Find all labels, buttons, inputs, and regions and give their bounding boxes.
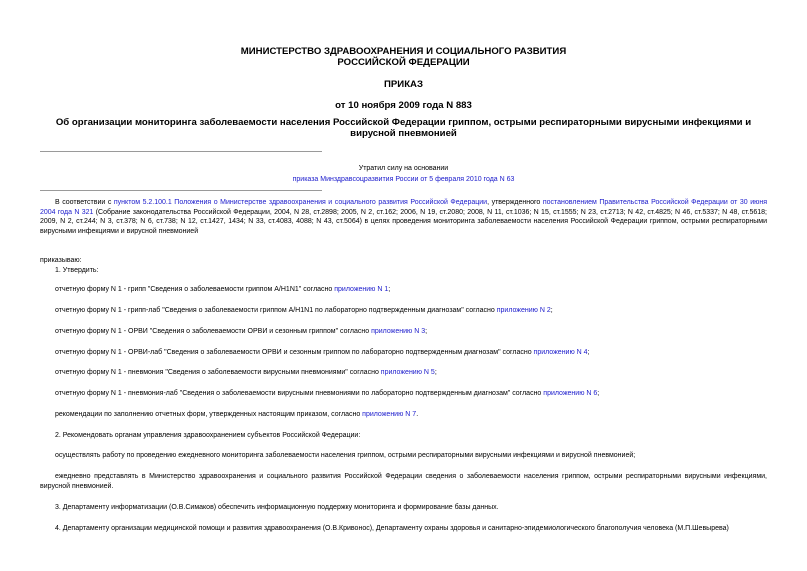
form-item-text: отчетную форму N 1 - ОРВИ-лаб "Сведения о заболеваемости ОРВИ и сезонным гриппом по лабораторно подтвержденным диагнозам" согласно xyxy=(55,349,534,356)
item-3: 3. Департаменту информатизации (О.В.Симаков) обеспечить информационную поддержку мониторинга и формирование базы данных. xyxy=(55,504,499,511)
item-2-a: осуществлять работу по проведению ежедневного мониторинга заболеваемости населения гриппом, острыми респираторными вирусными инфекциями и вирусной пневмонией; xyxy=(55,452,636,459)
status-note-link[interactable]: приказа Минздравсоцразвития России от 5 февраля 2010 года N 63 xyxy=(292,176,515,183)
form-item: отчетную форму N 1 - грипп-лаб "Сведения о заболеваемости гриппом A/H1N1 по лабораторно подтвержденным диагнозам" согласно приложению N 2; xyxy=(55,307,553,314)
regulation-link[interactable]: пунктом 5.2.100.1 Положения о Министерстве здравоохранения и социального развития Российской Федерации xyxy=(113,199,488,206)
status-note: Утратил силу на основании xyxy=(358,165,449,172)
order-word: приказываю: xyxy=(40,257,82,264)
appendix-link[interactable]: приложению N 2 xyxy=(496,307,551,314)
form-item-text: отчетную форму N 1 - грипп "Сведения о заболеваемости гриппом A/H1N1" согласно xyxy=(55,286,335,293)
ministry-name-line2: РОССИЙСКОЙ ФЕДЕРАЦИИ xyxy=(337,57,470,68)
status-note-link-wrap xyxy=(0,175,807,184)
item-4: 4. Департаменту организации медицинской помощи и развития здравоохранения (О.В.Кривонос), Департаменту охраны здоровья и санитарно-эпидемиологического благополучия человека (М.П.Шевырева) xyxy=(55,525,729,532)
appendix-link[interactable]: приложению N 3 xyxy=(371,328,426,335)
form-item: отчетную форму N 1 - пневмония-лаб "Сведения о заболеваемости вирусными пневмониями по лабораторно подтвержденным диагнозам" согласно приложению N 6; xyxy=(55,390,600,397)
preamble-text-3: (Собрание законодательства Российской Федерации, 2004, N 28, ст.2898; 2005, N 2, ст.162; 2006, N 19, ст.2080; 2008, N 11, ст.1036; N 15, ст.1555; N 23, ст.2713; N 42, ст.4825; N 46, ст.5337; N 48, ст.5618; 2009, N 2, ст.244; N 3, ст.378; N 6, ст.738; N 12, ст.1427, 1434; N 33, ст.4083, 4088; N 43, ст.5064) в целях проведения мониторинга заболеваемости населения Российской Федерации гриппом, острыми респираторными вирусными инфекциями и вирусной пневмонией xyxy=(40,208,767,235)
appendix-link[interactable]: приложению N 4 xyxy=(533,349,588,356)
form-item-text: рекомендации по заполнению отчетных форм, утвержденных настоящим приказом, согласно xyxy=(55,411,363,418)
form-item: отчетную форму N 1 - ОРВИ "Сведения о заболеваемости ОРВИ и сезонным гриппом" согласно приложению N 3; xyxy=(55,328,428,335)
ministry-name-line1: МИНИСТЕРСТВО ЗДРАВООХРАНЕНИЯ И СОЦИАЛЬНОГО РАЗВИТИЯ xyxy=(240,46,567,57)
item-1: 1. Утвердить: xyxy=(55,267,99,274)
item-2-b: ежедневно представлять в Министерство здравоохранения и социального развития Российской Федерации сведения о заболеваемости населения гриппом, острыми респираторными вирусными инфекциями, вирусной пневмонией. xyxy=(40,473,767,490)
item-2: 2. Рекомендовать органам управления здравоохранением субъектов Российской Федерации: xyxy=(55,432,361,439)
preamble-text-1: В соответствии с xyxy=(55,199,114,206)
appendix-link[interactable]: приложению N 7 xyxy=(362,411,417,418)
preamble-text-2: , утвержденного xyxy=(487,199,543,206)
document-type: ПРИКАЗ xyxy=(384,79,423,90)
appendix-link[interactable]: приложению N 6 xyxy=(543,390,598,397)
document-date: от 10 ноября 2009 года N 883 xyxy=(335,100,472,111)
form-item-text: отчетную форму N 1 - ОРВИ "Сведения о заболеваемости ОРВИ и сезонным гриппом" согласно xyxy=(55,328,372,335)
form-item-text: отчетную форму N 1 - грипп-лаб "Сведения о заболеваемости гриппом A/H1N1 по лабораторно подтвержденным диагнозам" согласно xyxy=(55,307,497,314)
top-divider xyxy=(40,151,322,152)
form-item: отчетную форму N 1 - пневмония "Сведения о заболеваемости вирусными пневмониями" согласно приложению N 5; xyxy=(55,369,437,376)
form-item: отчетную форму N 1 - грипп "Сведения о заболеваемости гриппом A/H1N1" согласно приложению N 1; xyxy=(55,286,391,293)
document-title: Об организации мониторинга заболеваемости населения Российской Федерации гриппом, острыми респираторными вирусными инфекциями и вирусной пневмонией xyxy=(55,117,752,139)
form-item: рекомендации по заполнению отчетных форм, утвержденных настоящим приказом, согласно приложению N 7. xyxy=(55,411,419,418)
bottom-divider xyxy=(40,190,322,191)
appendix-link[interactable]: приложению N 5 xyxy=(380,369,435,376)
form-item-text: отчетную форму N 1 - пневмония-лаб "Сведения о заболеваемости вирусными пневмониями по лабораторно подтвержденным диагнозам" согласно xyxy=(55,390,544,397)
preamble-paragraph xyxy=(40,198,767,236)
form-item-text: отчетную форму N 1 - пневмония "Сведения о заболеваемости вирусными пневмониями" согласно xyxy=(55,369,381,376)
resolution-link[interactable]: постановлением Правительства Российской Федерации от 30 июня 2004 года N 321 xyxy=(40,199,768,216)
appendix-link[interactable]: приложению N 1 xyxy=(334,286,389,293)
form-item: отчетную форму N 1 - ОРВИ-лаб "Сведения о заболеваемости ОРВИ и сезонным гриппом по лабораторно подтвержденным диагнозам" согласно приложению N 4; xyxy=(55,349,590,356)
